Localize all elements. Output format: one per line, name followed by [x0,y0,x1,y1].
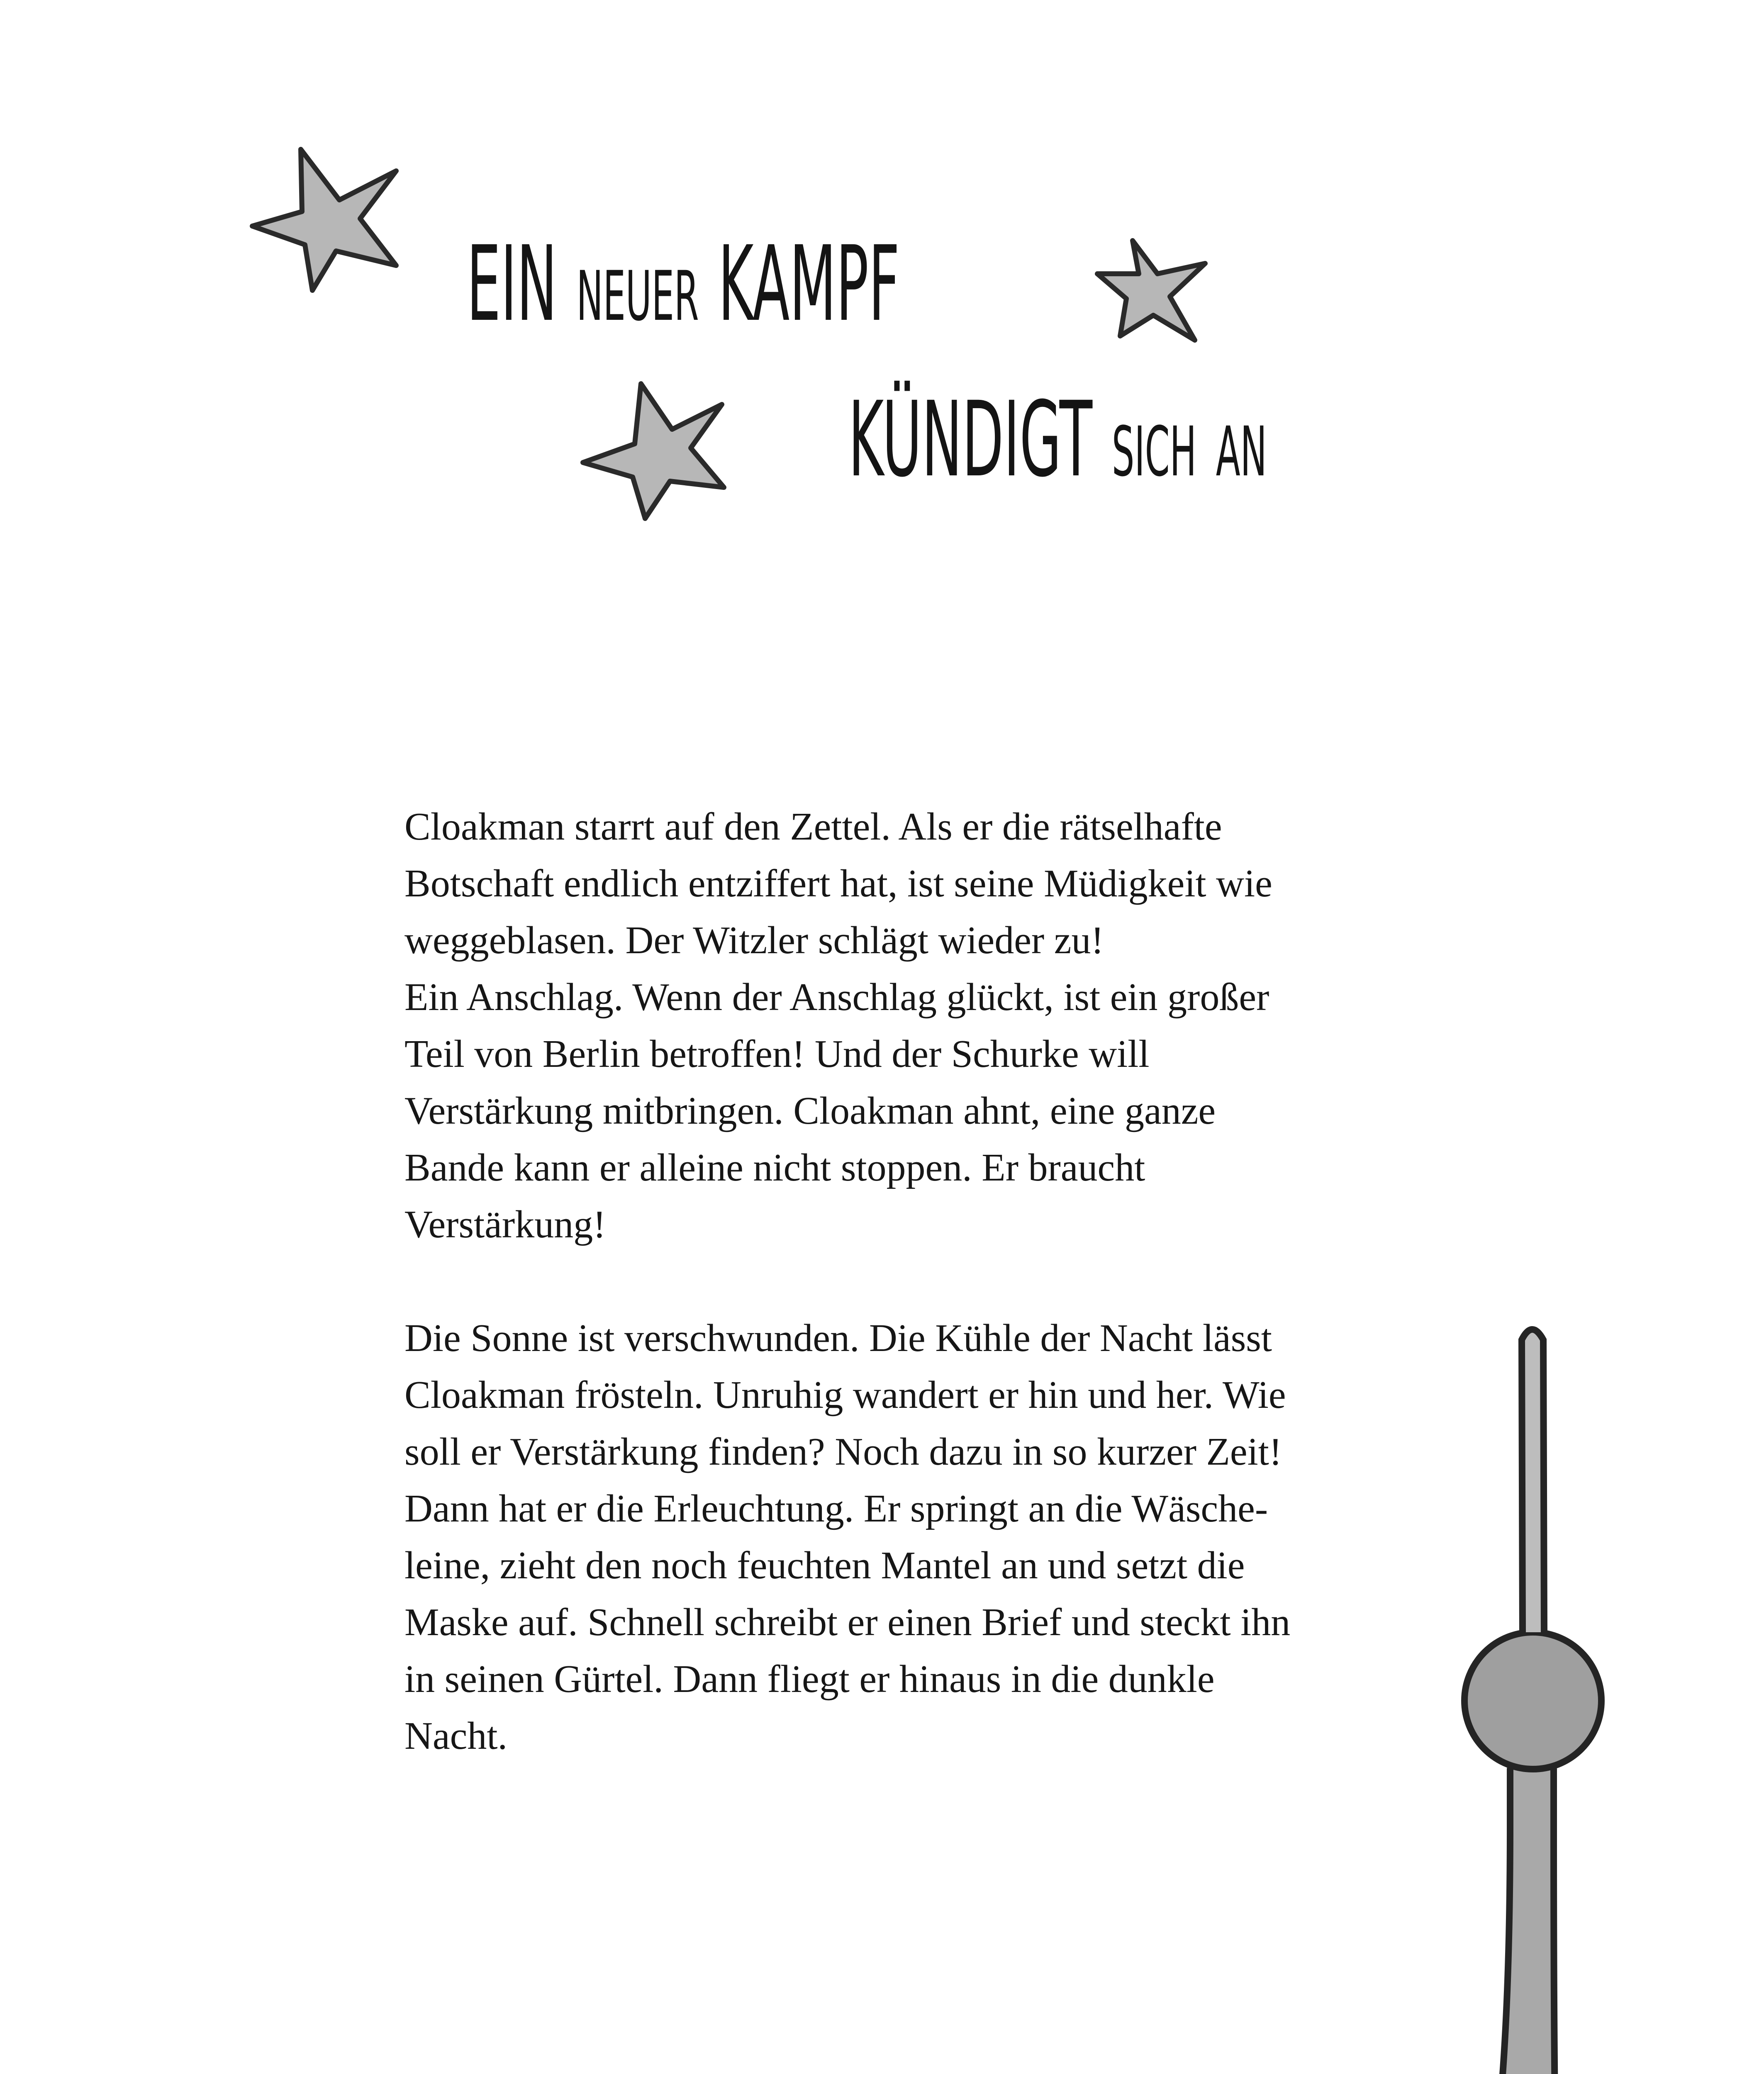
title-word: EIN [467,224,557,344]
star-icon [583,384,724,518]
page-title-line-2 [848,379,1286,500]
title-word: NEUER [576,256,699,336]
paragraph: Die Sonne ist verschwunden. Die Kühle der Nacht lässt Cloakman frösteln. Unruhig wandert er hin und her. Wie soll er Verstärkung finden? Noch dazu in so kurzer Zeit! Dann hat er die Erleuchtung. Er springt an die Wäsche- leine, zieht den noch feuchten Mantel an und setzt die Maske auf. Schnell schreibt er einen Brief und steckt ihn in seinen Gürtel. Dann fliegt er hinaus in die dunkle Nacht. [404,1317,1291,1758]
page-title-line-1 [467,224,919,344]
star-icon [1097,241,1205,340]
tv-tower-icon [1460,1329,1601,2074]
title-word: KAMPF [718,224,900,344]
story-text [404,798,1392,1765]
paragraph: Cloakman starrt auf den Zettel. Als er die rätselhafte Botschaft endlich entziffert hat, ist seine Müdigkeit wie weggeblasen. Der Witzler schlägt wieder zu! Ein Anschlag. Wenn der Anschlag glückt, ist ein großer Teil von Berlin betroffen! Und der Schurke will Verstärkung mitbringen. Cloakman ahnt, eine ganze Bande kann er alleine nicht stoppen. Er braucht Verstärkung! [404,805,1272,1246]
title-word: SICH [1111,412,1197,492]
title-word: AN [1216,412,1267,492]
title-word: KÜNDIGT [848,379,1093,500]
star-icon [252,149,396,290]
